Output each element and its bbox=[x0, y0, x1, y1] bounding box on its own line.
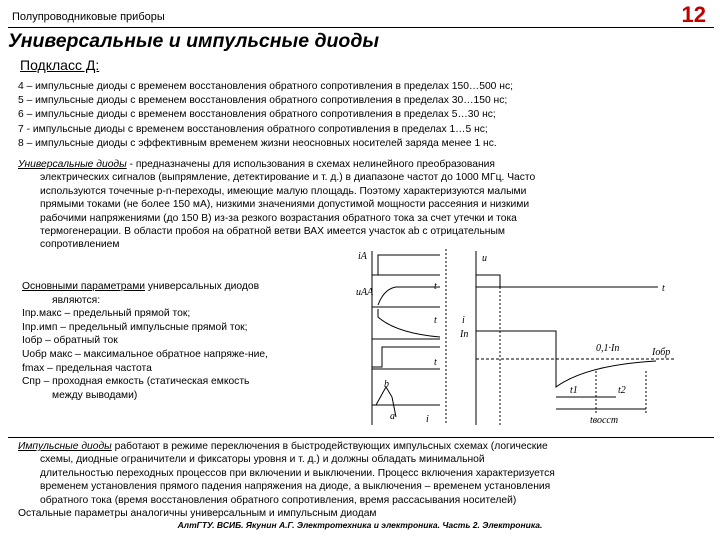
subclass-list bbox=[18, 80, 714, 151]
universal-line: прямыми токами (не более 150 мА), низкими значениями допустимой мощности рассеяния и низкими bbox=[40, 199, 530, 211]
label-tvosst: tвосст bbox=[590, 415, 619, 426]
params-intro: универсальных диодов bbox=[145, 281, 260, 292]
page-number: 12 bbox=[681, 2, 706, 27]
universal-diodes-paragraph bbox=[18, 158, 708, 252]
param-item: Iпр.имп – предельный импульсные прямой ток; bbox=[22, 321, 248, 333]
universal-line: электрических сигналов (выпрямление, детектирование и т. д.) в диапазоне частот до 1000 МГц. Часто bbox=[40, 172, 536, 184]
impulse-diodes-paragraph bbox=[18, 440, 708, 520]
impulse-line: схемы, диодные ограничители и фиксаторы уровня и т. д.) и должны обладать минимальной bbox=[40, 454, 485, 466]
label-t-right: t bbox=[662, 283, 665, 294]
label-t1: t1 bbox=[570, 385, 578, 396]
label-iA: iA bbox=[358, 251, 367, 262]
footer: АлтГТУ. ВСИБ. Якунин А.Г. Электротехника и электроника. Часть 2. Электроника. bbox=[177, 520, 543, 530]
label-t: t bbox=[434, 281, 437, 292]
u-step bbox=[476, 275, 500, 287]
impulse-term: Импульсные диоды bbox=[18, 441, 112, 452]
param-item: Iпр.макс – предельный прямой ток; bbox=[22, 308, 191, 320]
impulse-line: работают в режиме переключения в быстродействующих импульсных схемах (логические bbox=[111, 441, 548, 452]
page-title: Универсальные и импульсные диоды bbox=[8, 30, 380, 52]
impulse-line: длительностью переходных процессов при включении и выключении. Процесс включения характеризуется bbox=[40, 467, 555, 479]
label-t: t bbox=[434, 315, 437, 326]
subclass-line: 5 – импульсные диоды с временем восстановления обратного сопротивления в пределах 30…150 нс; bbox=[18, 95, 508, 107]
label-In: Iп bbox=[460, 329, 469, 340]
params-intro-cont: являются: bbox=[52, 294, 101, 306]
universal-term: Универсальные диоды bbox=[18, 159, 127, 170]
impulse-line: временем установления прямого падения напряжения на диоде, а выключения – временем установления bbox=[40, 481, 551, 493]
forward-current bbox=[476, 331, 556, 337]
label-ratio: 0,1·Iп bbox=[596, 343, 620, 354]
label-Iobr: Iобр bbox=[652, 347, 671, 358]
impulse-line: обратного тока (время восстановления обратного сопротивления, время рассасывания носителей) bbox=[40, 494, 517, 506]
label-i: i bbox=[426, 414, 429, 425]
transient-diagram bbox=[356, 247, 686, 429]
param-item: Uобр макс – максимальное обратное напряже-ние, bbox=[22, 348, 268, 360]
section-divider bbox=[8, 437, 714, 438]
universal-line: рабочими напряжениями (до 150 В) из-за резкого возрастания обратного тока за счет утечки и тока bbox=[40, 212, 517, 224]
label-u: u bbox=[482, 253, 487, 264]
subclass-heading: Подкласс Д: bbox=[20, 57, 100, 73]
label-a: а bbox=[390, 411, 395, 422]
parameters-list bbox=[22, 280, 362, 402]
param-item-cont: между выводами) bbox=[52, 389, 138, 401]
impulse-closing: Остальные параметры аналогичны универсальным и импульсным диодам bbox=[18, 508, 377, 520]
universal-line: - предназначены для использования в схемах нелинейного преобразования bbox=[126, 159, 495, 170]
universal-line: сопротивлением bbox=[40, 239, 120, 251]
label-t2: t2 bbox=[618, 385, 626, 396]
pulse-waveform bbox=[372, 255, 440, 275]
label-i-right: i bbox=[462, 315, 465, 326]
universal-line: используются точечные p-n-переходы, имеющие малую площадь. Поэтому характеризуются малыми bbox=[40, 185, 527, 197]
subclass-line: 8 – импульсные диоды с эффективным временем жизни неосновных носителей заряда менее 1 нс. bbox=[18, 137, 497, 149]
param-item: Iобр – обратный ток bbox=[22, 335, 118, 347]
label-uAA: uАА bbox=[356, 287, 374, 298]
voltage-rise-curve bbox=[378, 287, 440, 305]
param-item: Спр – проходная емкость (статическая емкость bbox=[22, 376, 250, 388]
step-waveform bbox=[372, 347, 440, 367]
header-divider bbox=[8, 27, 714, 28]
label-b: b bbox=[384, 379, 389, 390]
param-item: fmax – предельная частота bbox=[22, 362, 152, 374]
course-name: Полупроводниковые приборы bbox=[12, 11, 165, 23]
subclass-line: 7 - импульсные диоды с временем восстановления обратного сопротивления в пределах 1…5 нс; bbox=[18, 123, 488, 135]
subclass-line: 6 – импульсные диоды с временем восстановления обратного сопротивления в пределах 5…30 нс; bbox=[18, 109, 496, 121]
current-decay-curve bbox=[378, 309, 440, 337]
label-t: t bbox=[434, 357, 437, 368]
universal-line: термогенерации. В области пробоя на обратной ветви ВАХ имеется участок ab с отрицательным bbox=[40, 226, 505, 238]
subclass-line: 4 – импульсные диоды с временем восстановления обратного сопротивления в пределах 150…500 нс; bbox=[18, 81, 513, 92]
params-term: Основными параметрами bbox=[22, 281, 146, 292]
